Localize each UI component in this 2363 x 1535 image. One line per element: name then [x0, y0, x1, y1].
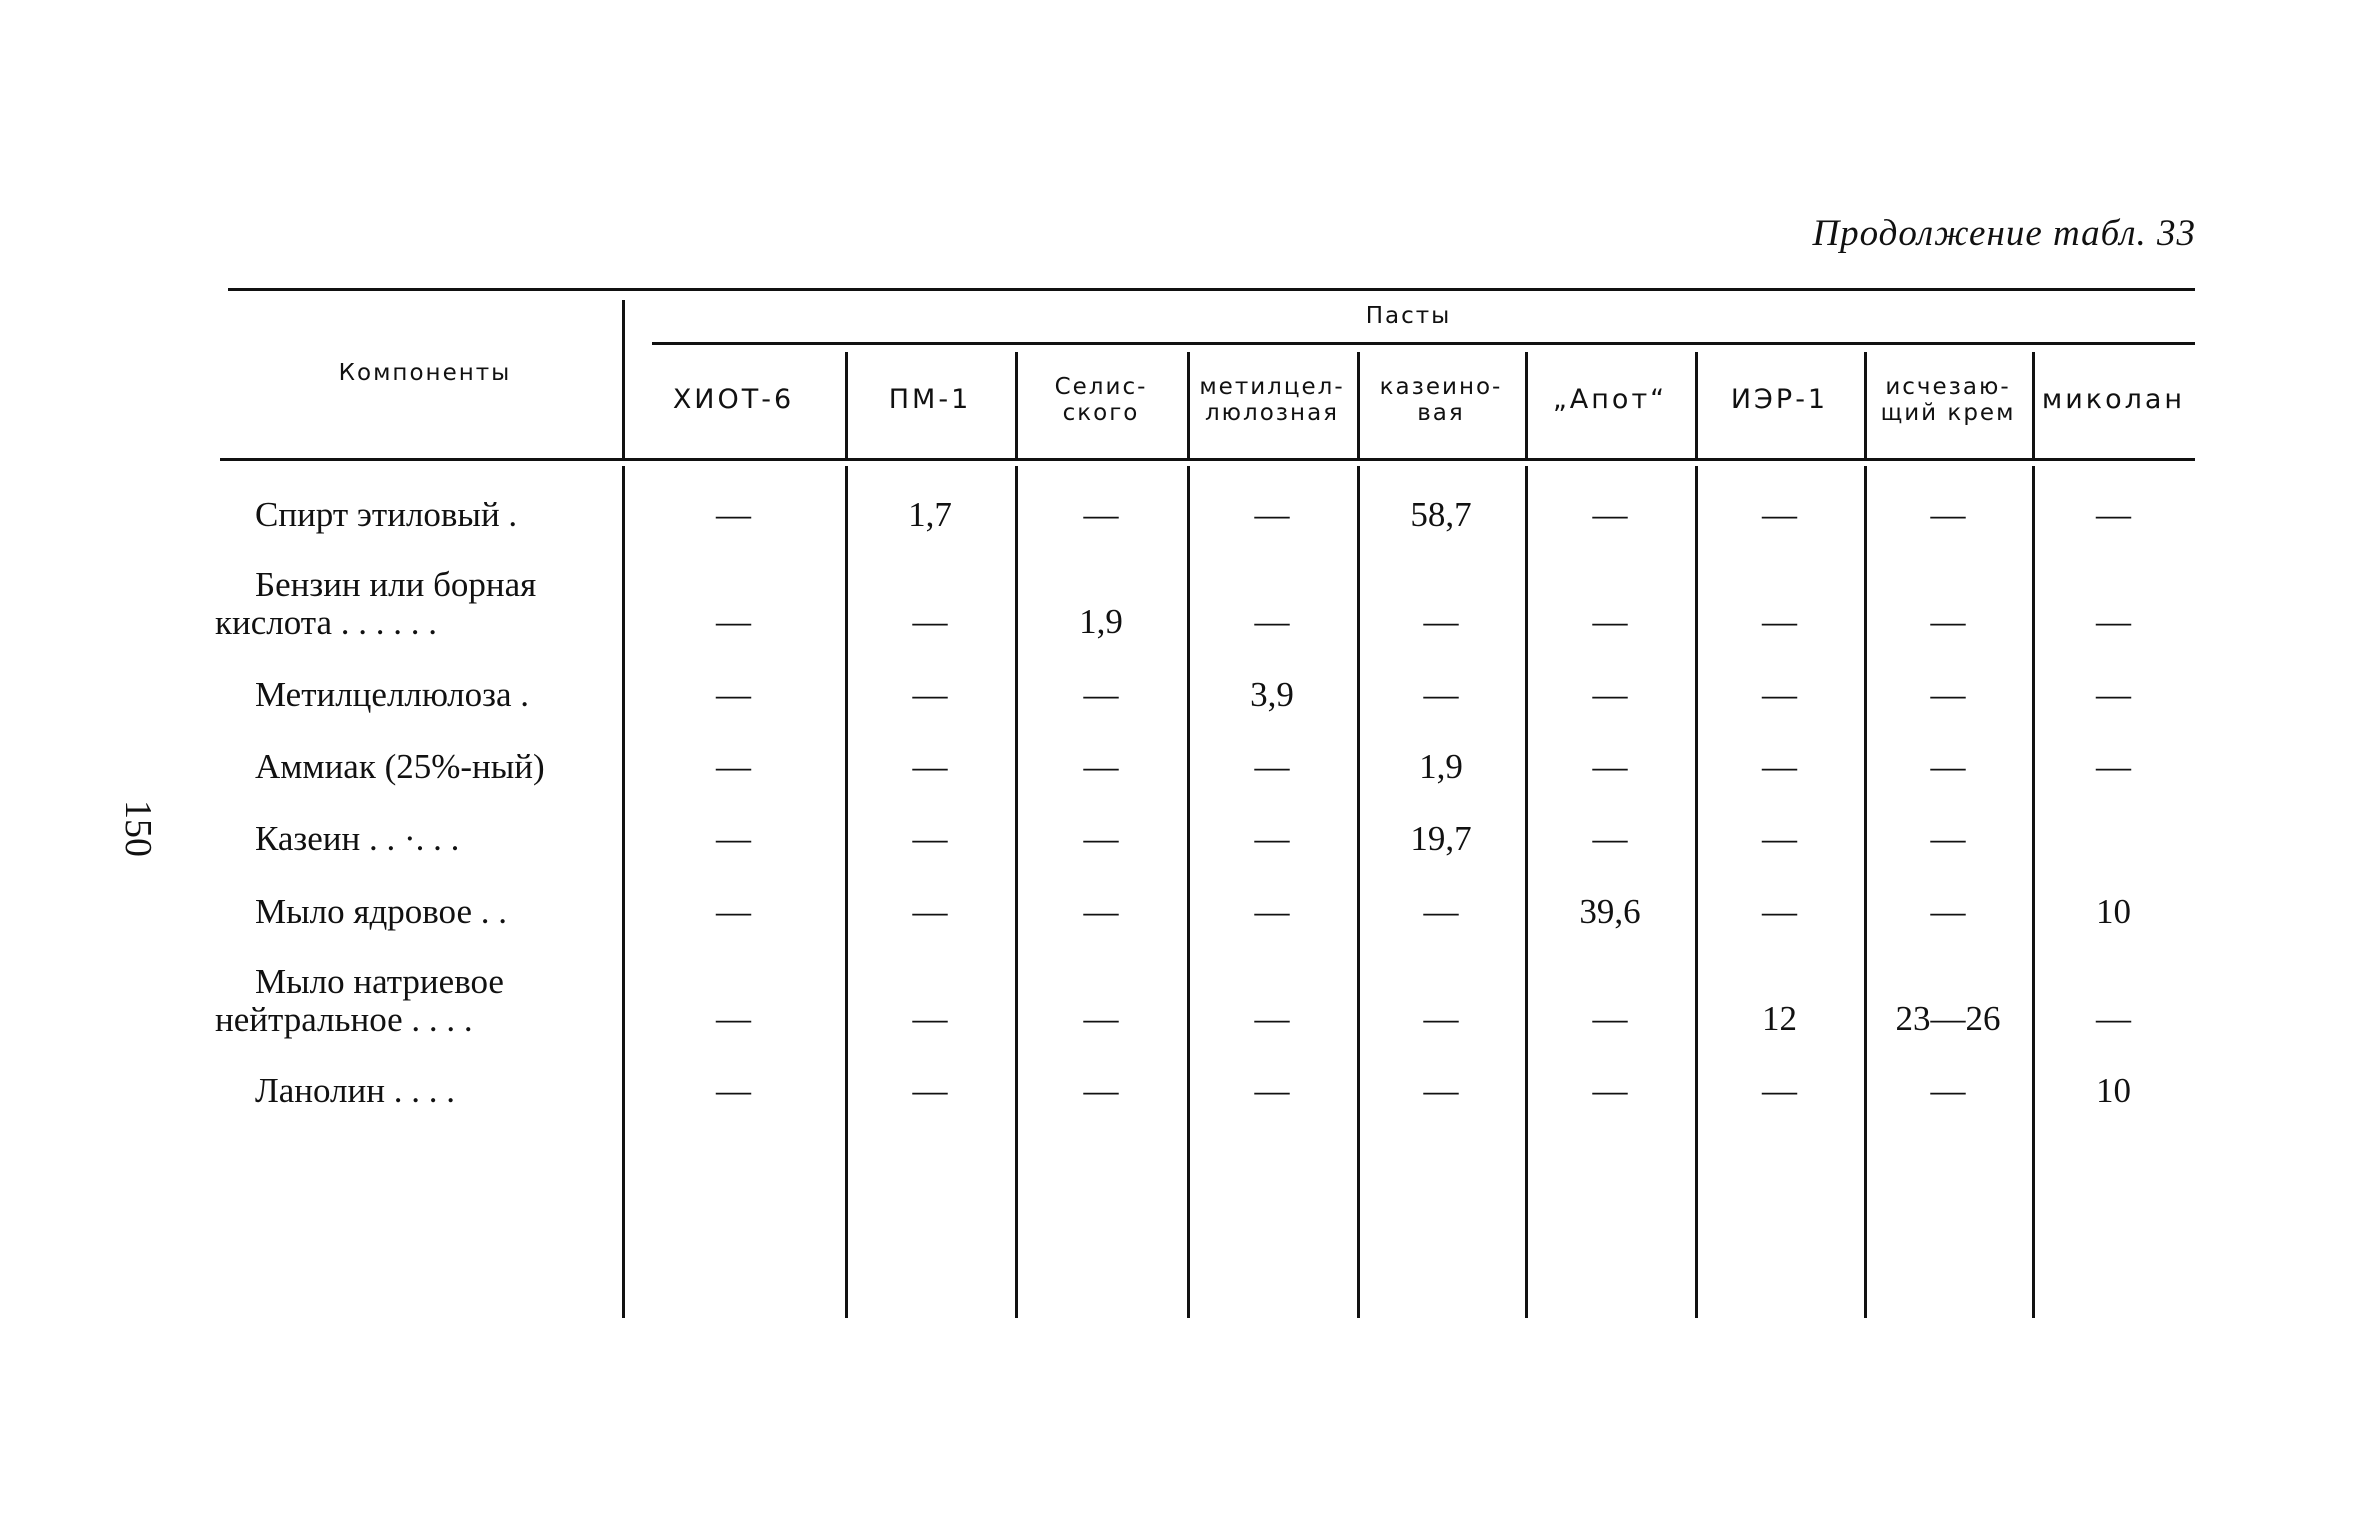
table-cell: — [1592, 819, 1628, 858]
table-cell: — [912, 747, 948, 786]
table-cell: — [1254, 1071, 1290, 1110]
row-label [215, 748, 595, 786]
page-number: 150 [117, 800, 159, 857]
table-cell: — [1423, 892, 1459, 931]
column-separator-body [1864, 466, 1867, 1318]
table-cell: — [2096, 675, 2131, 714]
table-cell: — [1254, 495, 1290, 534]
table-cell: — [2096, 999, 2131, 1038]
table-cell: — [716, 602, 751, 641]
table-cell: — [1930, 819, 1966, 858]
table-cell: — [1762, 602, 1797, 641]
table-cell: 23—26 [1895, 999, 2001, 1038]
row-label-line: Мыло натриевое [255, 962, 504, 1001]
table-cell: — [1083, 999, 1119, 1038]
table-cell: — [1592, 1071, 1628, 1110]
table-cell: — [912, 675, 948, 714]
top-rule [228, 288, 2195, 291]
table-cell: — [716, 675, 751, 714]
table-cell: — [1083, 1071, 1119, 1110]
table-cell: — [1254, 999, 1290, 1038]
table-cell: — [2096, 495, 2131, 534]
row-label [215, 676, 595, 714]
row-label-line: Казеин . . ·. . . [255, 819, 460, 858]
row-label [215, 496, 595, 534]
table-cell: 1,9 [1419, 747, 1463, 786]
components-header: Компоненты [338, 360, 512, 386]
column-separator-body [1695, 466, 1698, 1318]
table-cell: — [1254, 819, 1290, 858]
column-separator-body [1187, 466, 1190, 1318]
column-separator-body [1525, 466, 1528, 1318]
row-label-line: Бензин или борная [255, 565, 537, 604]
table-cell: — [1083, 675, 1119, 714]
row-label-line: нейтральное . . . . [215, 1000, 473, 1039]
row-label-line: кислота . . . . . . [215, 603, 438, 642]
table-cell: — [1254, 892, 1290, 931]
column-header: исчезаю- щий крем [1880, 374, 2016, 426]
column-header: „Апот“ [1552, 384, 1668, 415]
table-cell: — [716, 999, 751, 1038]
group-rule [652, 342, 2195, 345]
table-cell: — [1930, 495, 1966, 534]
table-cell: 58,7 [1410, 495, 1472, 534]
table-cell: — [912, 892, 948, 931]
column-header: казеино- вая [1379, 374, 1503, 426]
table-cell: — [912, 999, 948, 1038]
table-cell: 3,9 [1250, 675, 1294, 714]
table-cell: — [1762, 675, 1797, 714]
table-cell: — [1930, 675, 1966, 714]
column-header: ИЭР-1 [1730, 384, 1829, 415]
table-cell: 1,9 [1079, 602, 1123, 641]
row-label-line: Ланолин . . . . [255, 1071, 455, 1110]
table-cell: — [1762, 495, 1797, 534]
table-cell: — [1762, 747, 1797, 786]
row-label [215, 893, 595, 931]
column-header: ХИОТ-6 [672, 384, 795, 415]
column-separator-body [1357, 466, 1360, 1318]
table-cell: — [716, 495, 751, 534]
table-cell: — [1083, 747, 1119, 786]
table-cell: — [1083, 495, 1119, 534]
table-cell: — [1083, 819, 1119, 858]
table-cell: 39,6 [1579, 892, 1641, 931]
group-header-pastes: Пасты [1365, 303, 1452, 329]
row-label-line: Спирт этиловый . [255, 495, 518, 534]
column-header: Селис- ского [1054, 374, 1148, 426]
table-caption: Продолжение табл. 33 [1812, 213, 2196, 254]
table-cell: — [716, 819, 751, 858]
table-cell: 19,7 [1410, 819, 1472, 858]
table-cell: 1,7 [908, 495, 952, 534]
table-cell: — [1592, 602, 1628, 641]
column-header: метилцел- люлозная [1199, 374, 1345, 426]
column-header: миколан [2041, 384, 2186, 415]
row-label [215, 1072, 595, 1110]
table-cell: — [2096, 747, 2131, 786]
column-header: ПМ-1 [888, 384, 972, 415]
table-cell: — [1592, 675, 1628, 714]
table-cell: — [1930, 1071, 1966, 1110]
table-cell: — [1930, 602, 1966, 641]
table-cell: — [1592, 495, 1628, 534]
row-label [215, 820, 595, 858]
table-cell: 12 [1762, 999, 1797, 1038]
table-cell: — [1762, 1071, 1797, 1110]
table-cell: — [1423, 999, 1459, 1038]
table-cell: — [1762, 819, 1797, 858]
table-cell: — [716, 1071, 751, 1110]
row-label [215, 963, 595, 1039]
row-label-line: Мыло ядровое . . [255, 892, 508, 931]
row-label-line: Метилцеллюлоза . [255, 675, 529, 714]
table-cell: — [1930, 747, 1966, 786]
table-cell: — [1083, 892, 1119, 931]
table-cell: — [2096, 602, 2131, 641]
table-cell: — [716, 892, 751, 931]
table-cell: 10 [2096, 892, 2131, 931]
table-cell: — [1254, 747, 1290, 786]
table-cell: — [716, 747, 751, 786]
table-cell: — [912, 1071, 948, 1110]
table-cell: 10 [2096, 1071, 2131, 1110]
table-cell: — [1423, 675, 1459, 714]
table-cell: — [912, 819, 948, 858]
table-cell: — [1930, 892, 1966, 931]
row-label-line: Аммиак (25%-ный) [255, 747, 545, 786]
table-cell: — [1592, 999, 1628, 1038]
column-separator-body [2032, 466, 2035, 1318]
column-separator-body [845, 466, 848, 1318]
table-cell: — [1592, 747, 1628, 786]
header-bottom-rule [220, 458, 2195, 461]
row-label [215, 566, 595, 642]
table-cell: — [1423, 602, 1459, 641]
table-cell: — [1423, 1071, 1459, 1110]
table-cell: — [1762, 892, 1797, 931]
column-separator-body [1015, 466, 1018, 1318]
table-cell: — [912, 602, 948, 641]
components-separator-body [622, 466, 625, 1318]
table-cell: — [1254, 602, 1290, 641]
